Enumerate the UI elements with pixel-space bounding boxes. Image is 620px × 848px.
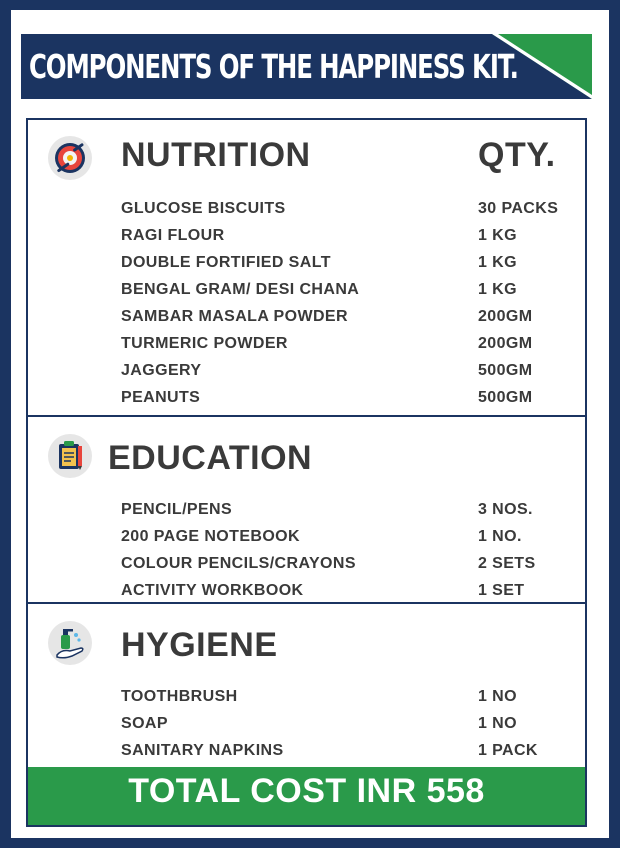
item-name: SOAP xyxy=(121,715,168,732)
title-banner xyxy=(21,34,592,99)
item-name: GLUCOSE BISCUITS xyxy=(121,200,286,217)
kit-contents-card xyxy=(26,118,587,827)
item-name: SANITARY NAPKINS xyxy=(121,742,284,759)
total-cost-banner: TOTAL COST INR 558 xyxy=(28,767,585,825)
item-name: DOUBLE FORTIFIED SALT xyxy=(121,254,331,271)
list-item xyxy=(121,254,581,281)
item-name: 200 PAGE NOTEBOOK xyxy=(121,528,300,545)
list-item xyxy=(121,555,581,582)
item-name: BENGAL GRAM/ DESI CHANA xyxy=(121,281,360,298)
list-item xyxy=(121,501,581,528)
item-qty: 1 KG xyxy=(478,227,517,244)
item-qty: 1 SET xyxy=(478,582,525,599)
hygiene-heading: HYGIENE xyxy=(121,626,278,664)
item-qty: 500GM xyxy=(478,362,533,379)
item-name: PEANUTS xyxy=(121,389,201,406)
list-item xyxy=(121,389,581,416)
poster-frame xyxy=(11,10,609,838)
hygiene-section xyxy=(28,602,585,769)
list-item xyxy=(121,715,581,742)
item-name: TURMERIC POWDER xyxy=(121,335,288,352)
item-qty: 1 KG xyxy=(478,281,517,298)
nutrition-heading: NUTRITION xyxy=(121,136,311,174)
clipboard-pencil-icon xyxy=(48,434,92,478)
list-item xyxy=(121,688,581,715)
item-qty: 1 PACK xyxy=(478,742,538,759)
item-name: TOOTHBRUSH xyxy=(121,688,238,705)
list-item xyxy=(121,227,581,254)
list-item xyxy=(121,281,581,308)
page-title: COMPONENTS OF THE HAPPINESS KIT. xyxy=(29,47,518,86)
list-item xyxy=(121,528,581,555)
education-heading: EDUCATION xyxy=(108,439,313,477)
item-qty: 500GM xyxy=(478,389,533,406)
item-qty: 200GM xyxy=(478,308,533,325)
qty-heading: QTY. xyxy=(478,136,556,174)
item-qty: 2 SETS xyxy=(478,555,536,572)
education-section xyxy=(28,415,585,602)
list-item xyxy=(121,362,581,389)
item-name: PENCIL/PENS xyxy=(121,501,233,518)
nutrition-section xyxy=(28,120,585,413)
item-qty: 3 NOS. xyxy=(478,501,533,518)
item-name: JAGGERY xyxy=(121,362,202,379)
item-qty: 1 NO xyxy=(478,688,517,705)
item-qty: 1 KG xyxy=(478,254,517,271)
list-item xyxy=(121,308,581,335)
nutrition-plate-icon xyxy=(48,136,92,180)
item-qty: 200GM xyxy=(478,335,533,352)
handwash-icon xyxy=(48,621,92,665)
item-name: SAMBAR MASALA POWDER xyxy=(121,308,348,325)
item-name: RAGI FLOUR xyxy=(121,227,225,244)
list-item xyxy=(121,200,581,227)
item-qty: 30 PACKS xyxy=(478,200,559,217)
item-name: COLOUR PENCILS/CRAYONS xyxy=(121,555,356,572)
item-name: ACTIVITY WORKBOOK xyxy=(121,582,304,599)
item-qty: 1 NO xyxy=(478,715,517,732)
list-item xyxy=(121,335,581,362)
item-qty: 1 NO. xyxy=(478,528,522,545)
list-item xyxy=(121,742,581,769)
banner-accent-icon xyxy=(452,34,592,99)
